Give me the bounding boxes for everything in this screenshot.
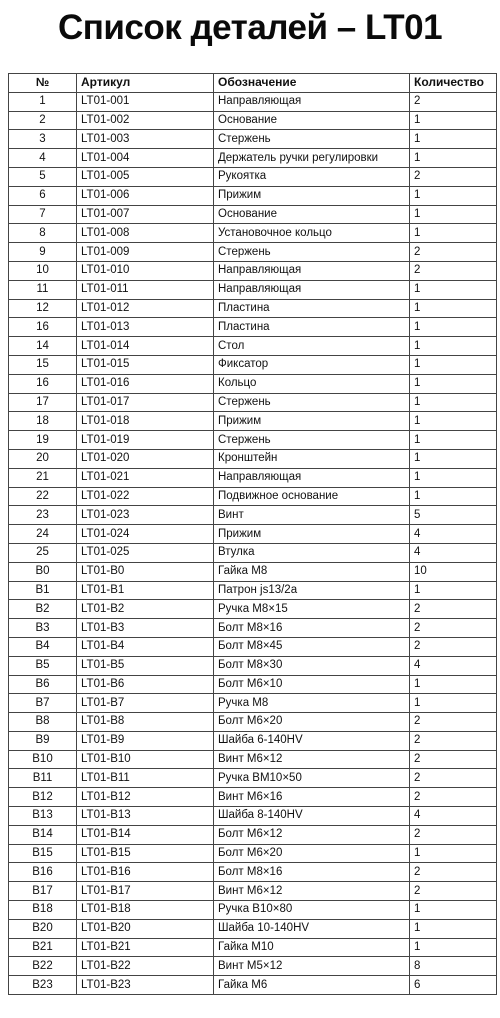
table-row [9,337,497,356]
cell-name: Винт M6×12 [214,882,410,901]
cell-name: Установочное кольцо [214,224,410,243]
cell-name: Ручка M8×15 [214,600,410,619]
cell-name: Основание [214,205,410,224]
cell-name: Болт M8×16 [214,863,410,882]
cell-quantity: 1 [410,919,497,938]
cell-number: 15 [9,355,77,374]
cell-number: 9 [9,243,77,262]
cell-name: Болт M6×10 [214,675,410,694]
cell-name: Винт M6×16 [214,788,410,807]
table-row [9,976,497,995]
cell-article: LT01-001 [77,92,214,111]
cell-quantity: 1 [410,675,497,694]
cell-name: Ручка B10×80 [214,901,410,920]
cell-number: 20 [9,449,77,468]
cell-name: Патрон js13/2a [214,581,410,600]
cell-name: Втулка [214,543,410,562]
cell-number: 7 [9,205,77,224]
page-title: Список деталей – LT01 [57,8,443,47]
cell-article: LT01-B6 [77,675,214,694]
cell-quantity: 2 [410,637,497,656]
cell-article: LT01-B2 [77,600,214,619]
cell-article: LT01-B22 [77,957,214,976]
cell-number: 21 [9,468,77,487]
table-row [9,825,497,844]
cell-number: B3 [9,619,77,638]
cell-article: LT01-B7 [77,694,214,713]
table-row [9,863,497,882]
cell-quantity: 2 [410,167,497,186]
cell-quantity: 1 [410,130,497,149]
table-row [9,543,497,562]
cell-name: Шайба 8-140HV [214,807,410,826]
header-name: Обозначение [214,74,410,93]
cell-name: Болт M8×45 [214,637,410,656]
cell-quantity: 1 [410,205,497,224]
cell-name: Гайка M10 [214,938,410,957]
cell-article: LT01-012 [77,299,214,318]
cell-number: B9 [9,731,77,750]
cell-article: LT01-021 [77,468,214,487]
cell-quantity: 8 [410,957,497,976]
cell-quantity: 2 [410,750,497,769]
table-row [9,525,497,544]
cell-quantity: 2 [410,92,497,111]
cell-quantity: 2 [410,243,497,262]
table-row [9,468,497,487]
cell-name: Винт M5×12 [214,957,410,976]
cell-article: LT01-022 [77,487,214,506]
cell-quantity: 1 [410,374,497,393]
cell-name: Стол [214,337,410,356]
cell-quantity: 1 [410,355,497,374]
cell-article: LT01-013 [77,318,214,337]
cell-name: Направляющая [214,261,410,280]
cell-quantity: 4 [410,656,497,675]
table-row [9,637,497,656]
cell-number: 8 [9,224,77,243]
cell-article: LT01-009 [77,243,214,262]
cell-number: B10 [9,750,77,769]
cell-name: Основание [214,111,410,130]
cell-quantity: 5 [410,506,497,525]
cell-name: Направляющая [214,280,410,299]
cell-article: LT01-002 [77,111,214,130]
cell-number: B20 [9,919,77,938]
cell-name: Болт M8×30 [214,656,410,675]
header-article: Артикул [77,74,214,93]
table-row [9,844,497,863]
table-row [9,186,497,205]
cell-article: LT01-B10 [77,750,214,769]
table-row [9,750,497,769]
cell-number: 2 [9,111,77,130]
cell-article: LT01-B4 [77,637,214,656]
cell-name: Фиксатор [214,355,410,374]
cell-name: Болт M6×20 [214,713,410,732]
cell-name: Стержень [214,243,410,262]
table-row [9,374,497,393]
cell-quantity: 2 [410,788,497,807]
cell-quantity: 4 [410,807,497,826]
cell-article: LT01-B1 [77,581,214,600]
cell-quantity: 1 [410,186,497,205]
cell-quantity: 1 [410,694,497,713]
cell-number: 5 [9,167,77,186]
cell-quantity: 2 [410,600,497,619]
cell-quantity: 1 [410,393,497,412]
cell-article: LT01-020 [77,449,214,468]
cell-number: 16 [9,374,77,393]
table-row [9,92,497,111]
cell-name: Пластина [214,299,410,318]
table-row [9,412,497,431]
cell-quantity: 1 [410,280,497,299]
cell-number: B11 [9,769,77,788]
cell-article: LT01-B12 [77,788,214,807]
cell-number: 3 [9,130,77,149]
cell-number: 6 [9,186,77,205]
cell-number: B13 [9,807,77,826]
cell-quantity: 1 [410,149,497,168]
table-row [9,487,497,506]
table-row [9,261,497,280]
table-row [9,355,497,374]
cell-number: B15 [9,844,77,863]
cell-number: 10 [9,261,77,280]
cell-quantity: 1 [410,468,497,487]
cell-name: Болт M8×16 [214,619,410,638]
cell-article: LT01-011 [77,280,214,299]
cell-article: LT01-B23 [77,976,214,995]
cell-name: Рукоятка [214,167,410,186]
cell-number: 24 [9,525,77,544]
table-row [9,130,497,149]
cell-name: Направляющая [214,92,410,111]
cell-name: Стержень [214,431,410,450]
cell-name: Болт M6×20 [214,844,410,863]
cell-name: Пластина [214,318,410,337]
cell-name: Винт M6×12 [214,750,410,769]
cell-quantity: 2 [410,261,497,280]
header-row [9,74,497,93]
table-row [9,167,497,186]
cell-number: 18 [9,412,77,431]
cell-number: B0 [9,562,77,581]
cell-quantity: 2 [410,825,497,844]
cell-article: LT01-B14 [77,825,214,844]
cell-number: B14 [9,825,77,844]
cell-article: LT01-014 [77,337,214,356]
cell-quantity: 1 [410,111,497,130]
cell-name: Кольцо [214,374,410,393]
cell-article: LT01-018 [77,412,214,431]
cell-number: B23 [9,976,77,995]
cell-quantity: 2 [410,882,497,901]
table-row [9,901,497,920]
cell-number: B21 [9,938,77,957]
cell-article: LT01-B3 [77,619,214,638]
cell-number: 19 [9,431,77,450]
cell-name: Направляющая [214,468,410,487]
cell-name: Стержень [214,393,410,412]
cell-number: B12 [9,788,77,807]
table-row [9,882,497,901]
cell-article: LT01-B8 [77,713,214,732]
cell-quantity: 1 [410,449,497,468]
cell-article: LT01-025 [77,543,214,562]
cell-article: LT01-B5 [77,656,214,675]
table-row [9,938,497,957]
cell-name: Винт [214,506,410,525]
cell-article: LT01-B0 [77,562,214,581]
table-row [9,299,497,318]
cell-quantity: 1 [410,299,497,318]
cell-article: LT01-B15 [77,844,214,863]
table-row [9,243,497,262]
cell-name: Ручка BM10×50 [214,769,410,788]
parts-table [8,73,497,995]
cell-article: LT01-B18 [77,901,214,920]
cell-number: B17 [9,882,77,901]
cell-number: B22 [9,957,77,976]
cell-article: LT01-B21 [77,938,214,957]
cell-article: LT01-023 [77,506,214,525]
cell-article: LT01-B11 [77,769,214,788]
cell-quantity: 1 [410,318,497,337]
cell-article: LT01-B16 [77,863,214,882]
table-row [9,506,497,525]
cell-quantity: 1 [410,431,497,450]
table-row [9,449,497,468]
cell-article: LT01-B13 [77,807,214,826]
cell-article: LT01-B17 [77,882,214,901]
cell-name: Прижим [214,186,410,205]
cell-number: B5 [9,656,77,675]
cell-quantity: 2 [410,769,497,788]
table-row [9,788,497,807]
table-row [9,205,497,224]
cell-article: LT01-010 [77,261,214,280]
table-row [9,675,497,694]
cell-article: LT01-015 [77,355,214,374]
cell-article: LT01-016 [77,374,214,393]
table-body [9,92,497,994]
table-row [9,280,497,299]
table-row [9,713,497,732]
table-row [9,769,497,788]
table-row [9,957,497,976]
cell-quantity: 2 [410,713,497,732]
cell-number: B18 [9,901,77,920]
cell-quantity: 4 [410,525,497,544]
cell-article: LT01-019 [77,431,214,450]
cell-quantity: 10 [410,562,497,581]
cell-name: Болт M6×12 [214,825,410,844]
cell-number: B8 [9,713,77,732]
cell-number: B7 [9,694,77,713]
cell-name: Гайка M6 [214,976,410,995]
cell-quantity: 1 [410,844,497,863]
header-quantity: Количество [410,74,497,93]
table-row [9,562,497,581]
cell-name: Шайба 6-140HV [214,731,410,750]
cell-article: LT01-007 [77,205,214,224]
table-row [9,919,497,938]
table-row [9,149,497,168]
cell-number: B16 [9,863,77,882]
cell-number: B6 [9,675,77,694]
cell-number: B2 [9,600,77,619]
cell-number: 23 [9,506,77,525]
table-row [9,807,497,826]
cell-quantity: 1 [410,224,497,243]
cell-quantity: 2 [410,863,497,882]
cell-article: LT01-003 [77,130,214,149]
table-row [9,581,497,600]
cell-number: 1 [9,92,77,111]
cell-name: Гайка M8 [214,562,410,581]
table-row [9,731,497,750]
cell-number: B1 [9,581,77,600]
table-row [9,224,497,243]
cell-number: 14 [9,337,77,356]
table-row [9,694,497,713]
cell-number: B4 [9,637,77,656]
cell-number: 4 [9,149,77,168]
cell-number: 22 [9,487,77,506]
cell-name: Держатель ручки регулировки [214,149,410,168]
table-row [9,111,497,130]
cell-article: LT01-008 [77,224,214,243]
cell-article: LT01-005 [77,167,214,186]
cell-number: 25 [9,543,77,562]
cell-name: Стержень [214,130,410,149]
cell-article: LT01-B9 [77,731,214,750]
cell-number: 16 [9,318,77,337]
cell-quantity: 2 [410,731,497,750]
cell-name: Прижим [214,412,410,431]
cell-quantity: 1 [410,901,497,920]
cell-name: Кронштейн [214,449,410,468]
cell-name: Прижим [214,525,410,544]
table-row [9,431,497,450]
header-number: № [9,74,77,93]
cell-name: Подвижное основание [214,487,410,506]
table-row [9,318,497,337]
table-row [9,619,497,638]
cell-article: LT01-024 [77,525,214,544]
cell-quantity: 1 [410,412,497,431]
cell-quantity: 6 [410,976,497,995]
cell-name: Ручка M8 [214,694,410,713]
cell-quantity: 1 [410,938,497,957]
table-row [9,393,497,412]
cell-article: LT01-004 [77,149,214,168]
cell-number: 17 [9,393,77,412]
cell-article: LT01-006 [77,186,214,205]
cell-name: Шайба 10-140HV [214,919,410,938]
table-row [9,656,497,675]
cell-quantity: 1 [410,581,497,600]
cell-number: 12 [9,299,77,318]
cell-quantity: 1 [410,337,497,356]
table-header [9,74,497,93]
table-row [9,600,497,619]
cell-quantity: 4 [410,543,497,562]
cell-number: 11 [9,280,77,299]
cell-quantity: 2 [410,619,497,638]
cell-article: LT01-B20 [77,919,214,938]
cell-article: LT01-017 [77,393,214,412]
cell-quantity: 1 [410,487,497,506]
